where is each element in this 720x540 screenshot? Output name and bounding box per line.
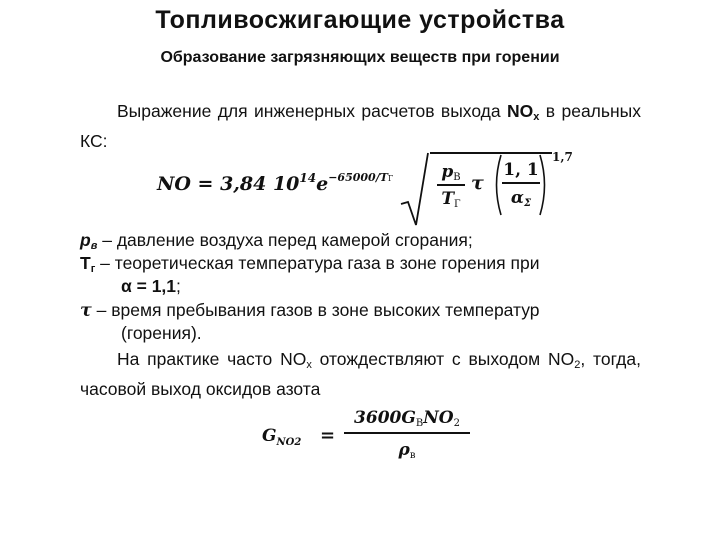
power-exponent: 1,7	[552, 150, 573, 164]
equals-sign: =	[320, 425, 336, 446]
practice-paragraph: На практике часто $NO_x$ отождествляют с выходом $NO_2$, тогда, часовой выход оксидов азота	[80, 349, 641, 399]
definition-pv: $p_в$ – давление воздуха перед камерой сгорания;	[80, 230, 473, 252]
definition-tau-cont: (горения).	[121, 323, 202, 343]
definition-alpha: α = 1,1;	[121, 276, 181, 296]
intro-paragraph: Выражение для инженерных расчетов выхода $NO_x$ в реальных КС:	[80, 101, 641, 151]
nox-formula-lhs: NO = 3,84 $10^{14}e^{-65000/TГ}$	[157, 171, 394, 195]
alpha-fraction: 1, 1 αΣ	[503, 160, 539, 209]
definition-tg: $T_г$ – теоретическая температура газа в зоне горения при	[80, 253, 540, 275]
nox-formula	[157, 140, 597, 230]
tau-symbol: τ	[471, 172, 484, 194]
g-fraction: 3600GВNO2 ρв	[344, 404, 470, 464]
radical-bar	[430, 152, 552, 154]
right-paren	[539, 154, 549, 216]
g-formula	[262, 404, 482, 474]
page-subtitle: Образование загрязняющих веществ при горении	[160, 49, 560, 66]
left-paren	[492, 154, 502, 216]
pressure-temperature-fraction: pВ TГ	[437, 160, 465, 210]
radical-sign	[399, 152, 429, 226]
page-title: Топливосжигающие устройства	[155, 6, 565, 34]
definition-tau: τ – время пребывания газов в зоне высоких температур	[80, 300, 540, 321]
g-formula-lhs: $G_{NO2}$	[262, 426, 302, 448]
nox-label: $NO_x$	[507, 101, 540, 123]
